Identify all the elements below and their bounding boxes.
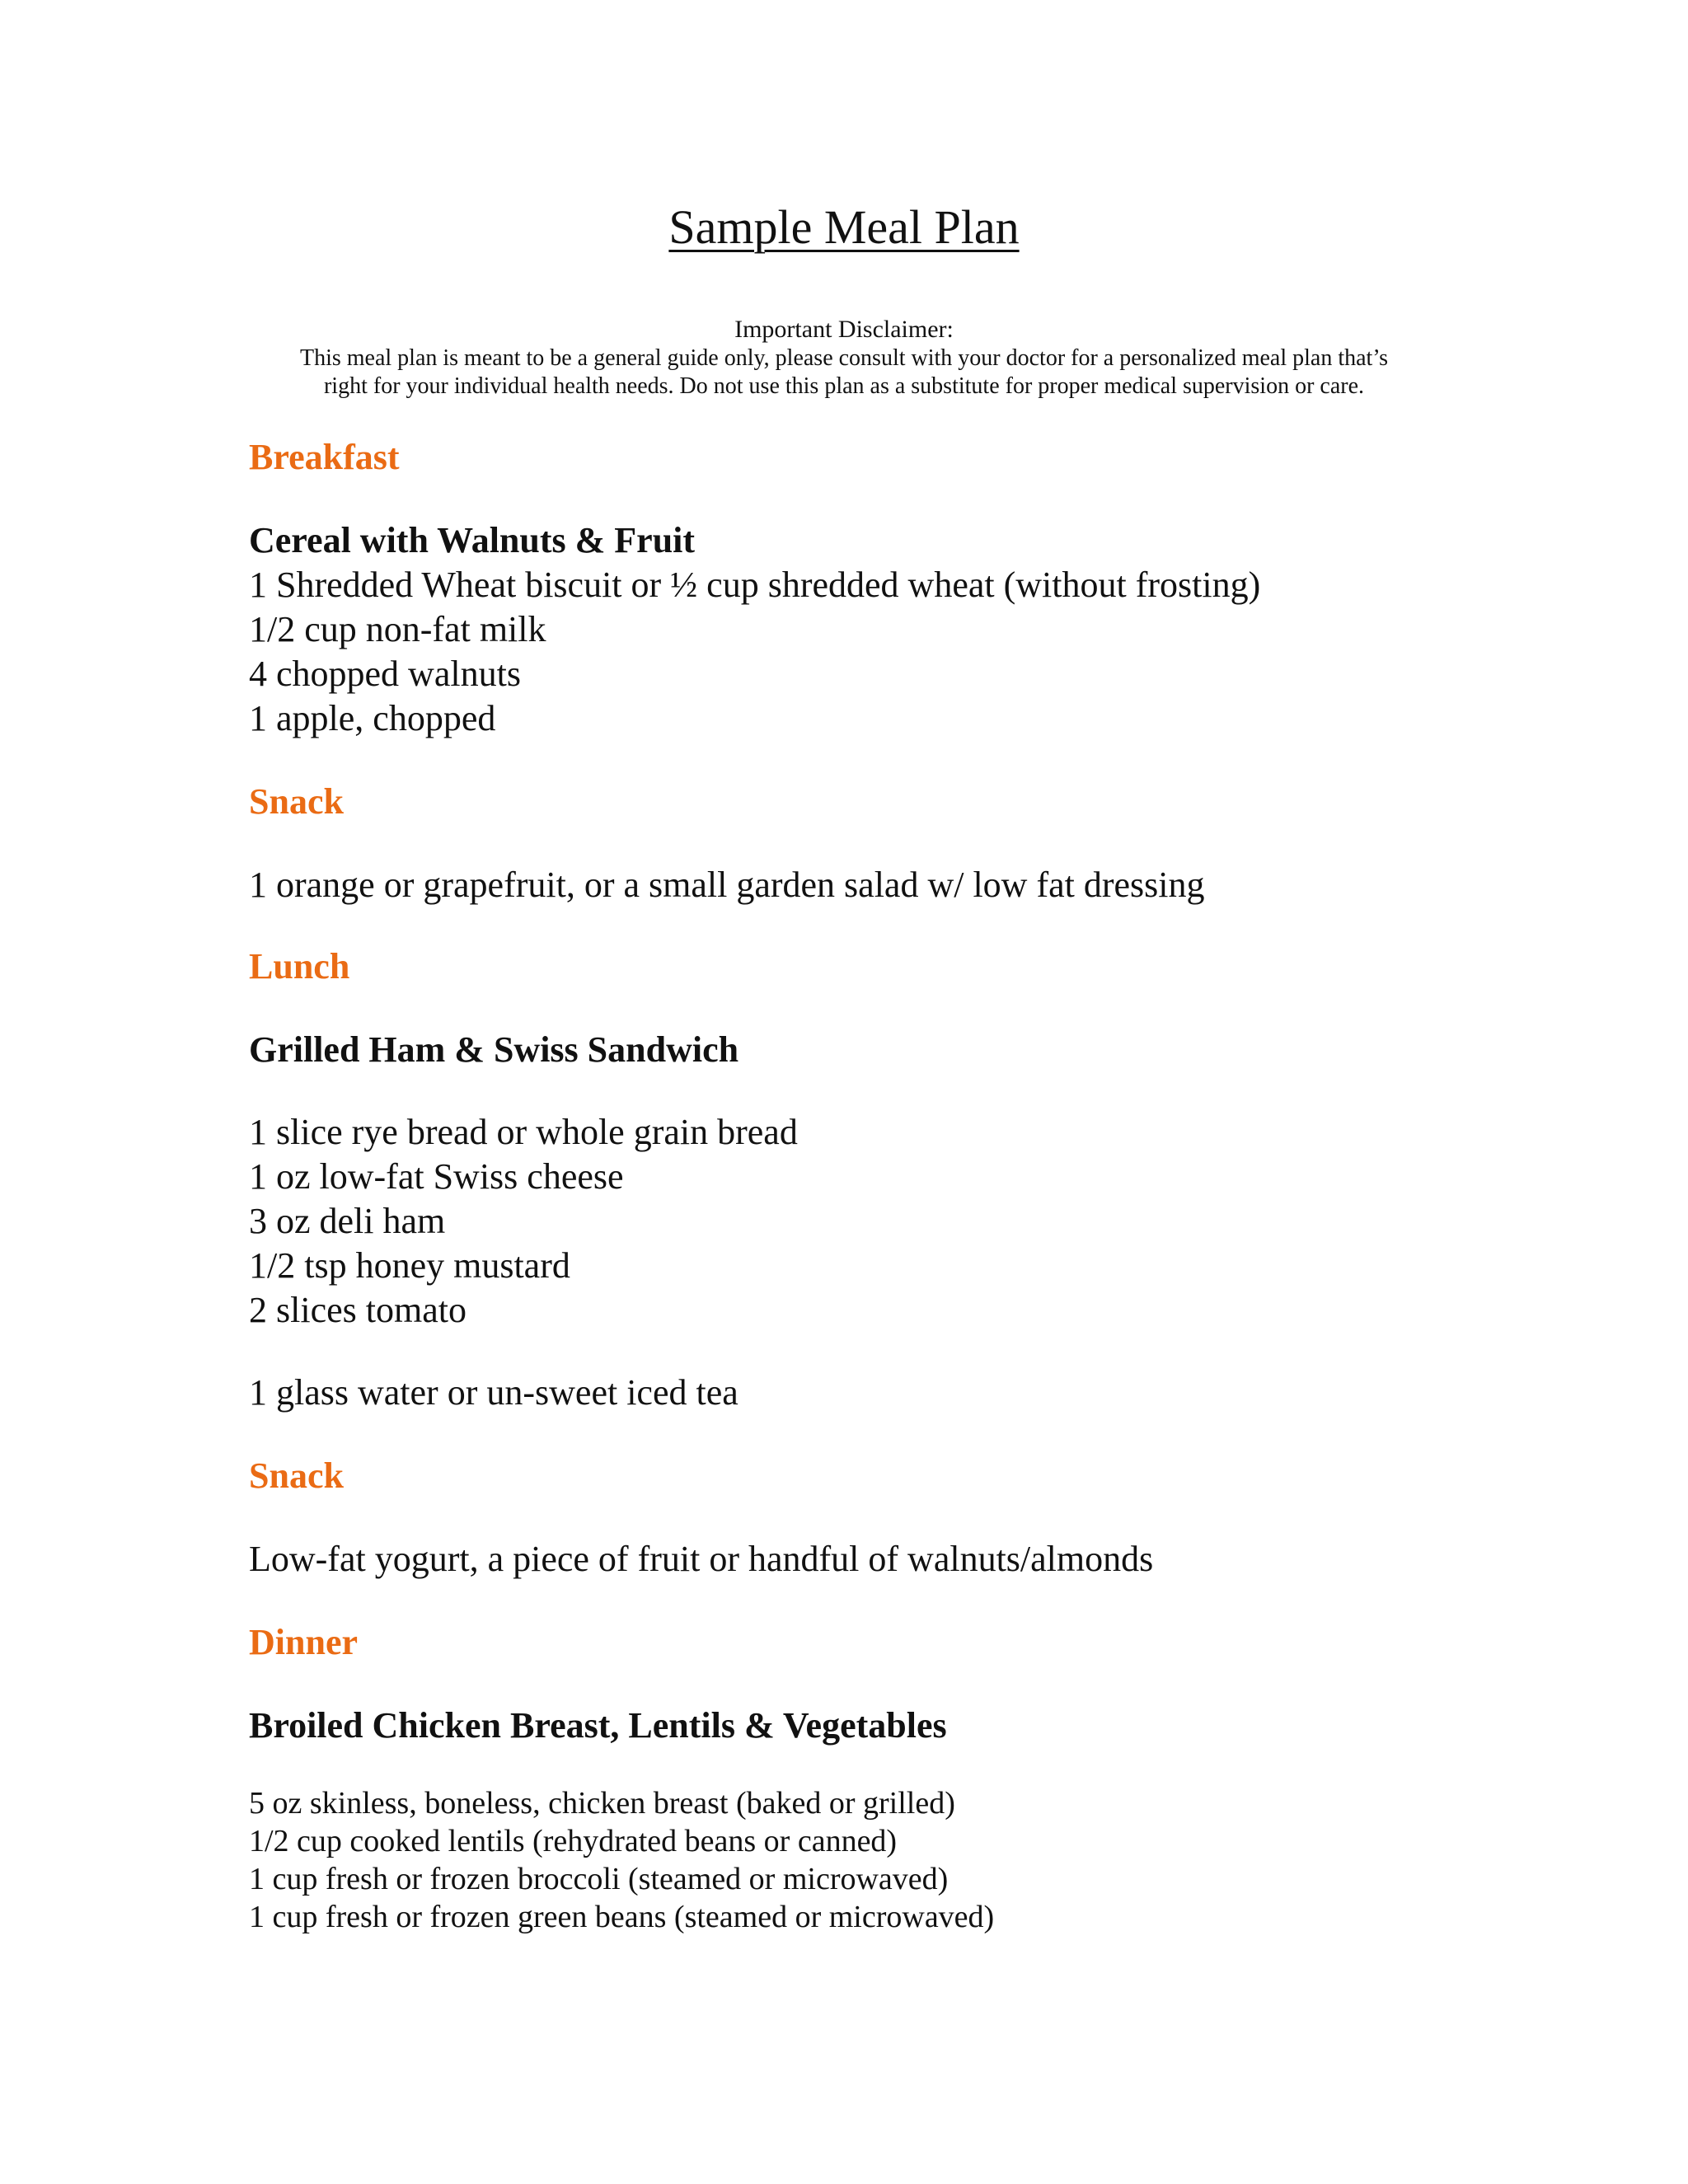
- page-title: Sample Meal Plan: [668, 200, 1020, 254]
- dinner-item: 1 cup fresh or frozen broccoli (steamed or microwaved): [249, 1862, 949, 1896]
- dinner-item: 1/2 cup cooked lentils (rehydrated beans or canned): [249, 1824, 898, 1858]
- disclaimer-heading: Important Disclaimer:: [734, 316, 954, 343]
- disclaimer-block: [206, 315, 1482, 401]
- breakfast-item: 1 apple, chopped: [249, 698, 496, 738]
- dinner-item: 5 oz skinless, boneless, chicken breast (baked or grilled): [249, 1786, 955, 1821]
- snack-text: 1 orange or grapefruit, or a small garden salad w/ low fat dressing: [249, 865, 1205, 905]
- lunch-dish-title: Grilled Ham & Swiss Sandwich: [249, 1029, 739, 1070]
- lunch-item: 1 oz low-fat Swiss cheese: [249, 1156, 624, 1197]
- breakfast-heading: Breakfast: [249, 437, 400, 477]
- breakfast-item: 1 Shredded Wheat biscuit or ½ cup shredded wheat (without frosting): [249, 565, 1261, 605]
- lunch-item: 1/2 tsp honey mustard: [249, 1245, 570, 1286]
- disclaimer-text-line-1: This meal plan is meant to be a general guide only, please consult with your doctor for a personalized meal plan that’s: [299, 345, 1388, 371]
- snack-heading: Snack: [249, 781, 344, 822]
- lunch-heading: Lunch: [249, 946, 350, 987]
- meal-plan-content: [249, 434, 1568, 1936]
- lunch-drink: 1 glass water or un-sweet iced tea: [249, 1372, 738, 1413]
- dinner-dish-title: Broiled Chicken Breast, Lentils & Vegetables: [249, 1705, 947, 1746]
- snack-text: Low-fat yogurt, a piece of fruit or handful of walnuts/almonds: [249, 1539, 1154, 1579]
- snack-heading: Snack: [249, 1455, 344, 1496]
- breakfast-dish-title: Cereal with Walnuts & Fruit: [249, 520, 696, 560]
- dinner-item: 1 cup fresh or frozen green beans (steamed or microwaved): [249, 1900, 995, 1934]
- lunch-item: 3 oz deli ham: [249, 1201, 446, 1241]
- disclaimer-text-line-2: right for your individual health needs. Do not use this plan as a substitute for proper medical supervision or care.: [323, 373, 1365, 399]
- dinner-heading: Dinner: [249, 1622, 358, 1662]
- breakfast-item: 1/2 cup non-fat milk: [249, 609, 546, 649]
- lunch-item: 2 slices tomato: [249, 1290, 467, 1330]
- lunch-item: 1 slice rye bread or whole grain bread: [249, 1112, 798, 1152]
- breakfast-item: 4 chopped walnuts: [249, 654, 521, 694]
